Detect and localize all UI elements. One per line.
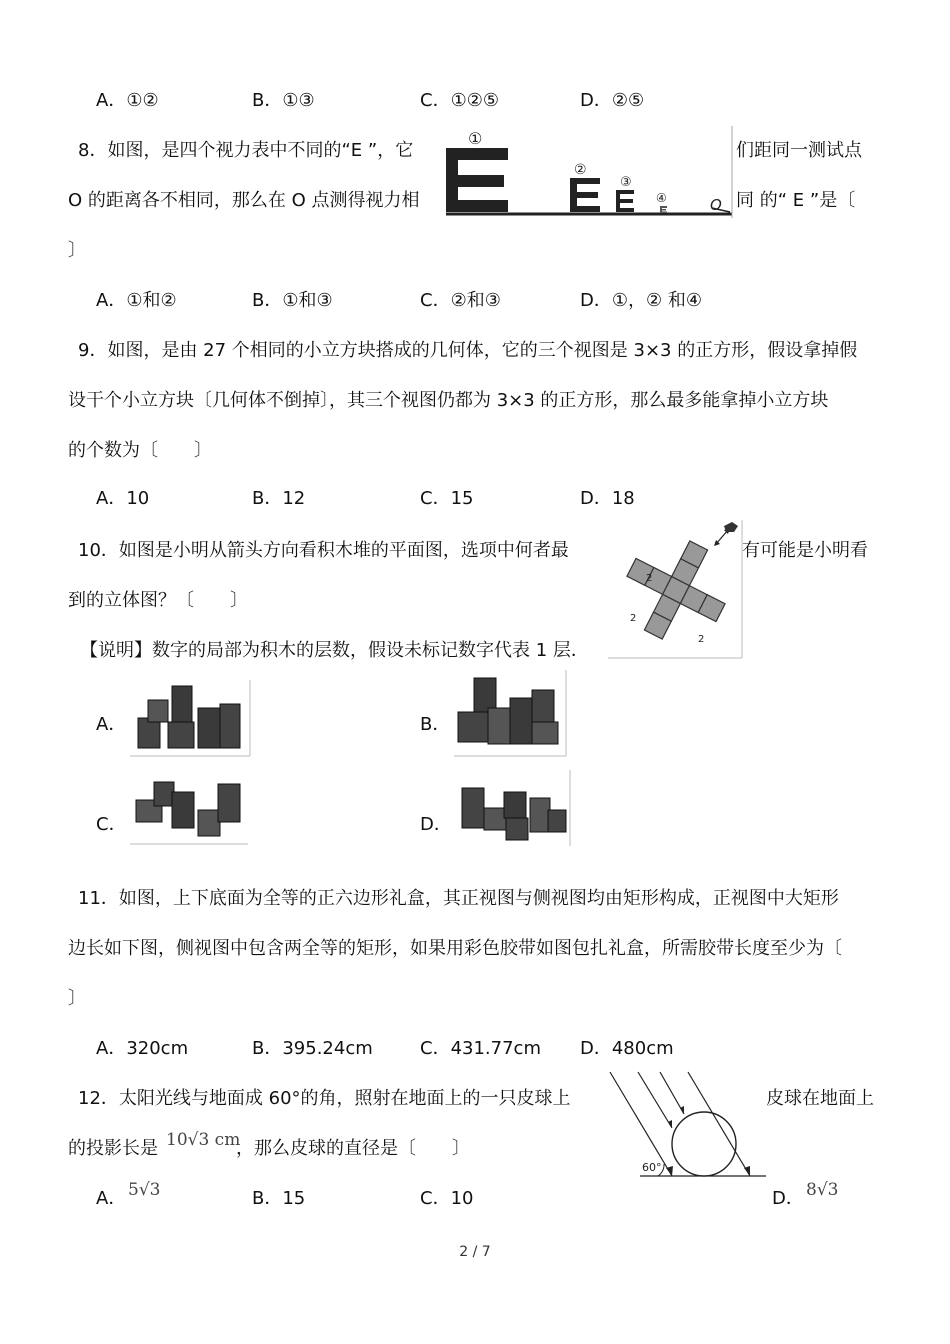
q10-option-a-figure <box>128 678 252 758</box>
q8-option-c: C．②和③ <box>420 290 501 311</box>
q12-text-line1-left: 12．太阳光线与地面成 60°的角，照射在地面上的一只皮球上 <box>78 1088 571 1109</box>
q11-text-line1: 11．如图，上下底面为全等的正六边形礼盒，其正视图与侧视图均由矩形构成，正视图中大矩形 <box>78 888 839 909</box>
q8-label-o: O <box>710 196 722 214</box>
q8-label-1: ① <box>468 129 483 148</box>
q11-text-line2: 边长如下图，侧视图中包含两全等的矩形，如果用彩色胶带如图包扎礼盒，所需胶带长度至少为〔 <box>68 938 842 959</box>
q12-projection-formula: 10√3 cm <box>166 1130 241 1150</box>
q8-option-a: A．①和② <box>96 290 177 311</box>
q11-option-d: D．480cm <box>580 1038 674 1059</box>
q10-grid-number-3: 2 <box>698 634 705 645</box>
q10-text-line1-left: 10．如图是小明从箭头方向看积木堆的平面图，选项中何者最 <box>78 540 569 561</box>
q8-option-b: B．①和③ <box>252 290 333 311</box>
q12-option-d-formula: 8√3 <box>806 1180 839 1200</box>
q11-option-a: A．320cm <box>96 1038 189 1059</box>
q8-label-4: ④ <box>656 191 667 205</box>
q10-option-c: C． <box>96 814 127 835</box>
q9-text-line2: 设干个小立方块〔几何体不倒掉〕，其三个视图仍都为 3×3 的正方形，那么最多能拿掉小立方块 <box>68 390 829 411</box>
q11-text-line3: 〕 <box>68 988 86 1009</box>
q10-text-line1-right: 有可能是小明看 <box>742 540 868 561</box>
q8-eye-chart-figure <box>446 126 736 222</box>
arrow-icon <box>724 522 738 532</box>
q12-sun-ball-figure <box>606 1070 768 1182</box>
q7-option-c: C．①②⑤ <box>420 90 499 111</box>
q12-option-a: A． <box>96 1188 127 1209</box>
q7-option-d: D．②⑤ <box>580 90 645 111</box>
q10-grid-number-2: 2 <box>630 613 637 624</box>
q7-option-a: A．①② <box>96 90 159 111</box>
q10-text-line2: 到的立体图？〔 〕 <box>68 590 248 611</box>
q9-text-line1: 9．如图，是由 27 个相同的小立方块搭成的几何体，它的三个视图是 3×3 的正方形，假设拿掉假 <box>78 340 858 361</box>
q9-option-c: C．15 <box>420 488 474 509</box>
q10-option-c-figure <box>128 770 250 846</box>
q10-option-d: D． <box>420 814 452 835</box>
q10-note: 【说明】数字的局部为积木的层数，假设未标记数字代表 1 层． <box>80 640 589 661</box>
q8-label-2: ② <box>574 162 587 178</box>
q12-option-a-formula: 5√3 <box>128 1180 161 1200</box>
q10-top-view-figure <box>606 518 744 660</box>
q12-text-line2-left: 的投影长是 <box>68 1138 158 1159</box>
q7-option-b: B．①③ <box>252 90 315 111</box>
q9-option-b: B．12 <box>252 488 306 509</box>
q11-option-b: B．395.24cm <box>252 1038 373 1059</box>
page-number: 2 / 7 <box>459 1244 491 1260</box>
q8-text-line2-right: 同 的“ E ”是〔 <box>736 190 856 211</box>
q12-option-d: D． <box>772 1188 804 1209</box>
q12-angle-label: 60° <box>642 1161 662 1174</box>
q12-text-line1-right: 皮球在地面上 <box>766 1088 874 1109</box>
q8-text-line1-right: 们距同一测试点 <box>736 140 862 161</box>
q8-text-line1-left: 8．如图，是四个视力表中不同的“E ”，它 <box>78 140 414 161</box>
q11-option-c: C．431.77cm <box>420 1038 541 1059</box>
q8-text-line3: 〕 <box>68 240 86 261</box>
q8-option-d: D．①，② 和④ <box>580 290 702 311</box>
q10-grid-number-1: 2 <box>646 573 653 584</box>
q10-option-b: B． <box>420 714 451 735</box>
q10-option-d-figure <box>454 768 572 848</box>
q12-text-line2-right: ，那么皮球的直径是〔 〕 <box>236 1138 470 1159</box>
q8-label-3: ③ <box>620 175 632 190</box>
q9-option-a: A．10 <box>96 488 150 509</box>
q9-text-line3: 的个数为〔 〕 <box>68 440 212 461</box>
q8-text-line2-left: O 的距离各不相同，那么在 O 点测得视力相 <box>68 190 420 211</box>
q10-option-b-figure <box>452 668 568 758</box>
q12-option-c: C．10 <box>420 1188 474 1209</box>
q10-option-a: A． <box>96 714 127 735</box>
q12-option-b: B．15 <box>252 1188 306 1209</box>
q9-option-d: D．18 <box>580 488 635 509</box>
